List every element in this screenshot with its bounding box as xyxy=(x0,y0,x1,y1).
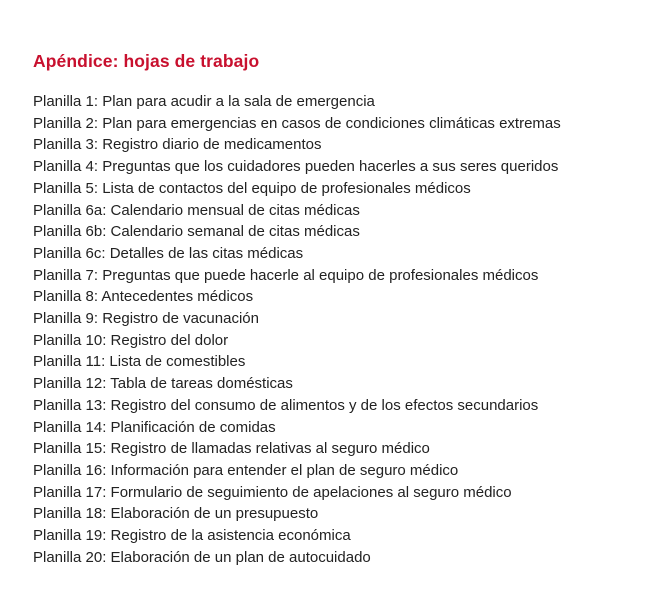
worksheet-item: Planilla 13: Registro del consumo de alimentos y de los efectos secundarios xyxy=(33,396,539,414)
worksheet-list xyxy=(33,91,643,568)
worksheet-item: Planilla 6c: Detalles de las citas médicas xyxy=(33,244,304,262)
worksheet-item: Planilla 6a: Calendario mensual de citas médicas xyxy=(33,201,360,219)
worksheet-item: Planilla 1: Plan para acudir a la sala de emergencia xyxy=(33,93,375,110)
worksheet-item: Planilla 7: Preguntas que puede hacerle al equipo de profesionales médicos xyxy=(33,266,539,284)
worksheet-item: Planilla 17: Formulario de seguimiento de apelaciones al seguro médico xyxy=(33,483,512,501)
worksheet-item: Planilla 20: Elaboración de un plan de autocuidado xyxy=(33,548,371,566)
appendix-section xyxy=(33,50,643,568)
worksheet-item: Planilla 8: Antecedentes médicos xyxy=(33,288,254,306)
worksheet-item: Planilla 10: Registro del dolor xyxy=(33,331,229,349)
worksheet-item: Planilla 6b: Calendario semanal de citas médicas xyxy=(33,223,360,241)
worksheet-item: Planilla 12: Tabla de tareas domésticas xyxy=(33,375,293,393)
worksheet-item: Planilla 3: Registro diario de medicamentos xyxy=(33,136,322,154)
worksheet-item: Planilla 19: Registro de la asistencia económica xyxy=(33,527,351,545)
worksheet-item: Planilla 5: Lista de contactos del equipo de profesionales médicos xyxy=(33,179,471,197)
worksheet-item: Planilla 2: Plan para emergencias en casos de condiciones climáticas extremas xyxy=(33,114,561,132)
worksheet-item: Planilla 9: Registro de vacunación xyxy=(33,310,259,328)
appendix-heading: Apéndice: hojas de trabajo xyxy=(33,51,260,71)
worksheet-item: Planilla 11: Lista de comestibles xyxy=(33,353,246,371)
worksheet-item: Planilla 16: Información para entender el plan de seguro médico xyxy=(33,461,459,479)
worksheet-item: Planilla 18: Elaboración de un presupuesto xyxy=(33,505,319,523)
worksheet-item: Planilla 14: Planificación de comidas xyxy=(33,418,276,436)
worksheet-item: Planilla 15: Registro de llamadas relativas al seguro médico xyxy=(33,440,430,458)
worksheet-item: Planilla 4: Preguntas que los cuidadores pueden hacerles a sus seres queridos xyxy=(33,158,559,176)
